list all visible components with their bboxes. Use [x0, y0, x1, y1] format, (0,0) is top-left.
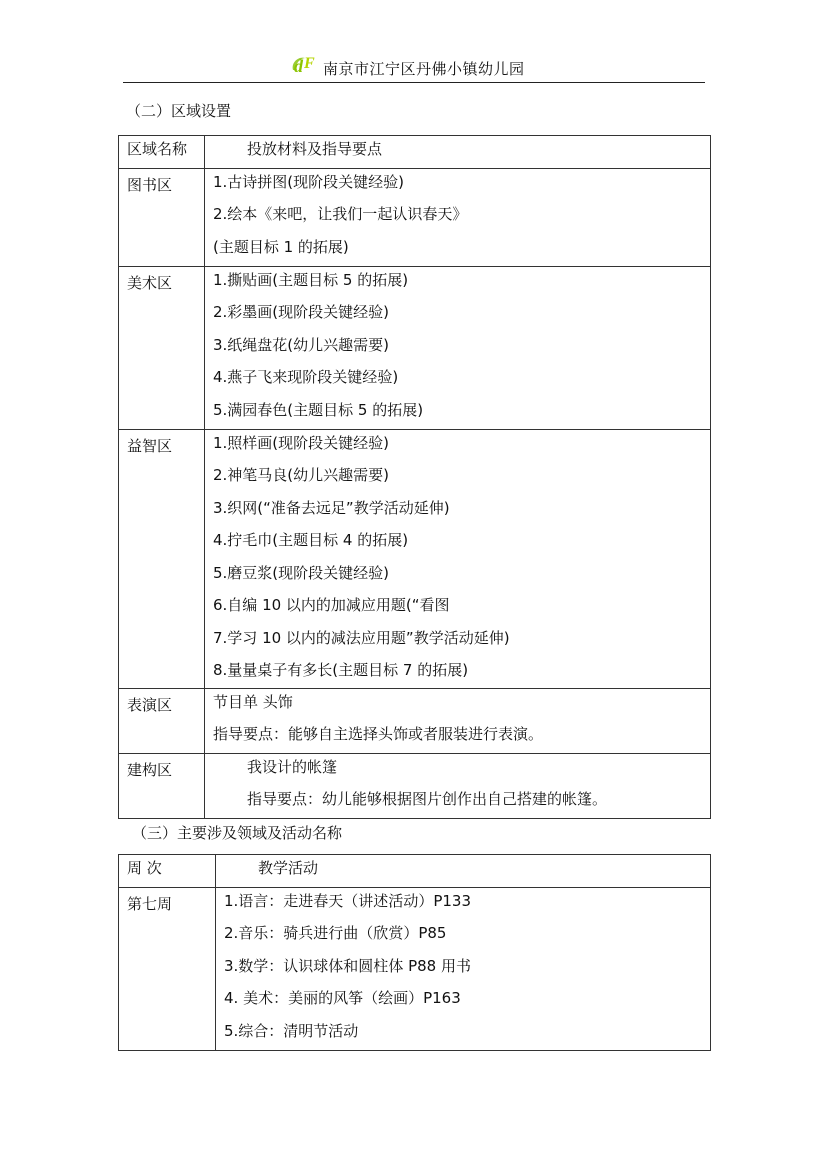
content-line: 2.彩墨画(现阶段关键经验)	[213, 303, 390, 321]
svg-text:d: d	[294, 56, 303, 76]
content-line: 1.古诗拼图(现阶段关键经验)	[213, 173, 405, 191]
weekly-activities-table	[118, 854, 711, 1051]
content-line: 7.学习 10 以内的减法应用题”教学活动延伸)	[213, 628, 510, 647]
content-line: 节目单 头饰	[213, 693, 293, 711]
table-row	[119, 754, 711, 819]
header-cell-area-name: 区域名称	[119, 136, 205, 169]
table-row	[119, 888, 711, 1051]
area-content	[205, 169, 711, 267]
area-content	[205, 689, 711, 754]
content-line: 指导要点：能够自主选择头饰或者服装进行表演。	[213, 725, 544, 743]
content-line: 8.量量桌子有多长(主题目标 7 的拓展)	[213, 661, 469, 679]
content-line: 3.数学：认识球体和圆柱体 P88 用书	[224, 956, 471, 975]
page-header	[123, 44, 705, 83]
content-line: 1.语言：走进春天（讲述活动）P133	[224, 892, 471, 910]
content-line: 5.综合：清明节活动	[224, 1021, 359, 1040]
table-header-row	[119, 136, 711, 169]
content-line: 6.自编 10 以内的加减应用题(“看图	[213, 596, 450, 614]
table-row	[119, 430, 711, 689]
table-row	[119, 267, 711, 430]
area-name: 图书区	[119, 169, 205, 267]
area-name: 美术区	[119, 267, 205, 430]
area-content	[205, 267, 711, 430]
table-header-row	[119, 855, 711, 888]
section-title-areas: （二）区域设置	[126, 102, 232, 120]
content-line: (主题目标 1 的拓展)	[213, 237, 349, 256]
header-cell-week: 周 次	[119, 855, 216, 888]
section-title-domains: （三）主要涉及领域及活动名称	[132, 824, 343, 842]
area-content	[205, 430, 711, 689]
table-row	[119, 689, 711, 754]
content-line: 5.满园春色(主题目标 5 的拓展)	[213, 400, 424, 419]
table-row	[119, 169, 711, 267]
area-name: 建构区	[119, 754, 205, 819]
content-line: 1.照样画(现阶段关键经验)	[213, 434, 390, 452]
area-name: 益智区	[119, 430, 205, 689]
content-line: 4.燕子飞来现阶段关键经验)	[213, 368, 399, 386]
area-content	[205, 754, 711, 819]
content-line: 4.拧毛巾(主题目标 4 的拓展)	[213, 531, 409, 549]
content-line: 2.绘本《来吧，让我们一起认识春天》	[213, 205, 468, 223]
kindergarten-logo	[289, 50, 319, 78]
content-line: 1.撕贴画(主题目标 5 的拓展)	[213, 271, 409, 289]
area-name: 表演区	[119, 689, 205, 754]
content-line: 2.神笔马良(幼儿兴趣需要)	[213, 466, 390, 484]
content-line: 指导要点：幼儿能够根据图片创作出自己搭建的帐篷。	[247, 790, 608, 808]
svg-text:F: F	[304, 55, 315, 72]
content-line: 3.织网(“准备去远足”教学活动延伸)	[213, 498, 450, 517]
content-line: 5.磨豆浆(现阶段关键经验)	[213, 563, 390, 582]
week-name: 第七周	[119, 888, 216, 1051]
content-line: 2.音乐：骑兵进行曲（欣赏）P85	[224, 924, 447, 942]
content-line: 3.纸绳盘花(幼儿兴趣需要)	[213, 335, 390, 354]
header-cell-activities: 教学活动	[216, 855, 711, 888]
header-cell-materials: 投放材料及指导要点	[205, 136, 711, 169]
content-line: 我设计的帐篷	[247, 758, 338, 776]
header-title: 南京市江宁区丹佛小镇幼儿园	[323, 60, 525, 78]
area-settings-table	[118, 135, 711, 819]
content-line: 4. 美术：美丽的风筝（绘画）P163	[224, 989, 461, 1007]
week-content	[216, 888, 711, 1051]
